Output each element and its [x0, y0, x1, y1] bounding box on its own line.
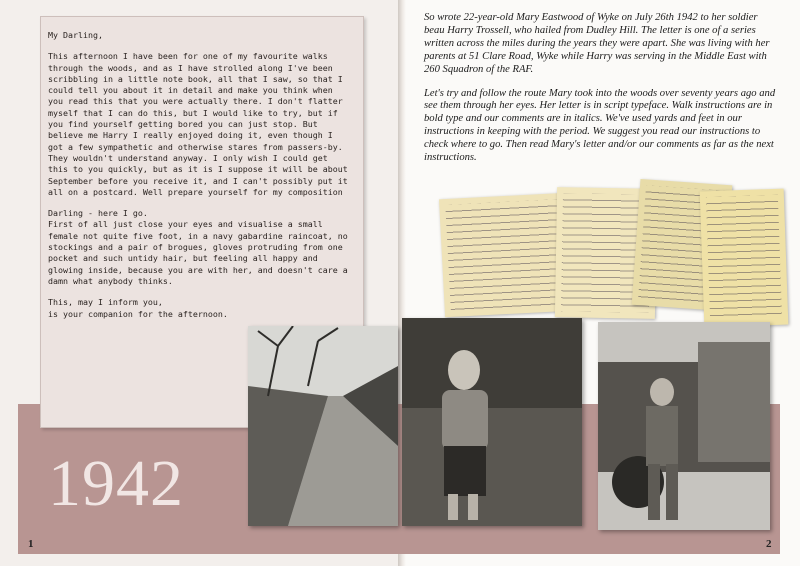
harry-truck-illustration: [598, 322, 770, 530]
letter-scan-1: [439, 193, 573, 318]
letter-text: [48, 30, 348, 330]
harry-truck-photo: [598, 322, 770, 530]
mary-portrait-photo: [402, 318, 582, 526]
letter-scan-4: [700, 189, 789, 328]
intro-paragraph-1: So wrote 22-year-old Mary Eastwood of Wyke on July 26th 1942 to her soldier beau Harry Trossell, who hailed from Dudley Hill. The letter is one of a series written across the miles during the years they were apart. She was living with her parents at 51 Clare Road, Wyke while Harry was serving in the Middle East with 260 Squadron of the RAF.: [424, 12, 770, 75]
page-number-left: 1: [28, 538, 34, 550]
letter-scans: [440, 180, 786, 330]
letter-paragraph-1: This afternoon I have been for one of my favourite walks through the woods, and as I have strolled along I've been scribbling in a little note book, all that I saw, so that I could tell you about it in detail and make you think when you read this that you were actually there. I don't flatter myself that I can do this, but I would like to try, but if you find yourself getting bored you can just stop. But believe me Harry I really enjoyed doing it, even though I got a few sympathetic and otherwise stares from passers-by. They wouldn't understand anyway. I only wish I could get this to you quickly, but as it is I suppose it will be about September before you receive it, and I can't possibly put it all on a postcard. Well prepare yourself for my composition: [48, 51, 348, 197]
year-heading: 1942: [48, 447, 184, 520]
woodland-path-illustration: [248, 326, 398, 526]
intro-paragraph-2: Let's try and follow the route Mary took into the woods over seventy years ago and see them through her eyes. Her letter is in script typeface. Walk instructions are in bold type and our comments are in italics. We've used yards and feet in our instructions in keeping with the period. We suggest you read our instructions to check where to go. Then read Mary's letter and/or our comments as far as the next instructions.: [424, 87, 776, 164]
intro-text: [424, 12, 780, 176]
page-number-right: 2: [766, 538, 772, 550]
letter-paragraph-2: Darling - here I go. First of all just close your eyes and visualise a small female not quite five foot, in a navy gabardine raincoat, no stockings and a pair of brogues, gloves protruding from one pocket and such untidy hair, but feeling all happy and glowing inside, because you are with her, and doesn't care a damn what anybody thinks.: [48, 208, 348, 286]
letter-salutation: My Darling,: [48, 30, 103, 40]
letter-paragraph-3: This, may I inform you, is your companion for the afternoon.: [48, 297, 228, 319]
mary-portrait-illustration: [402, 318, 582, 526]
woodland-path-photo: [248, 326, 398, 526]
